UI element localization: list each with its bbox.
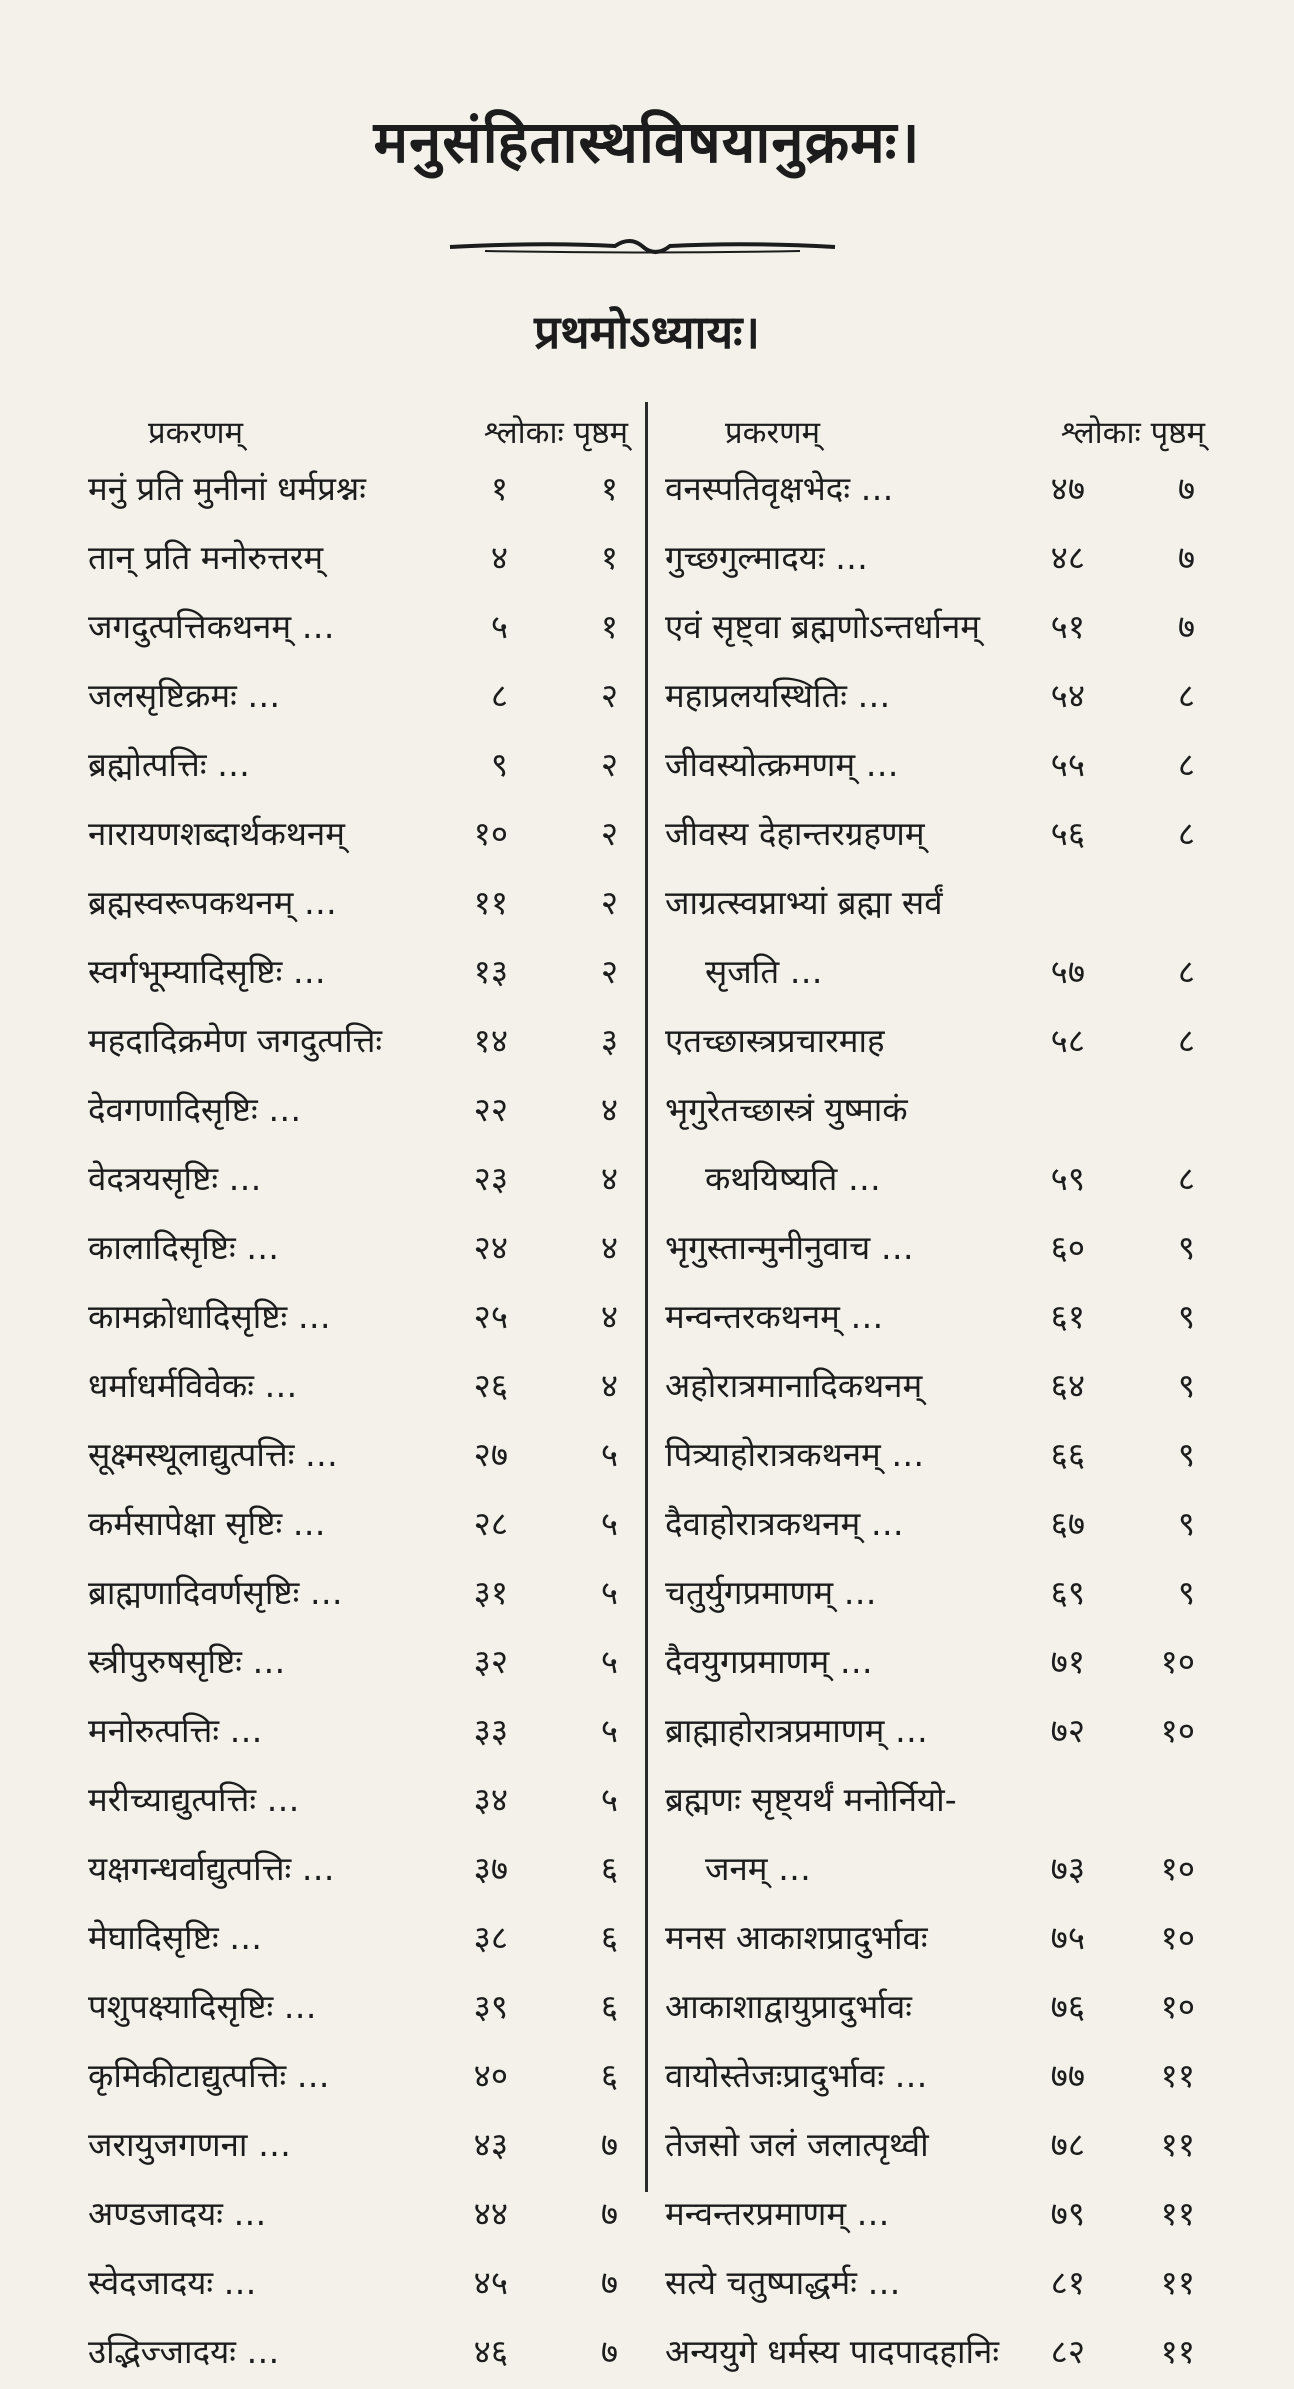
entry-page-number: ५ bbox=[600, 1573, 618, 1612]
entry-page-number: १ bbox=[600, 469, 618, 508]
entry-page-number: १ bbox=[600, 607, 618, 646]
entry-sloka-number: ४६ bbox=[473, 2332, 508, 2371]
entry-page-number: ४ bbox=[600, 1090, 618, 1129]
toc-entry bbox=[88, 664, 628, 733]
entry-topic: धर्माधर्मविवेकः … bbox=[88, 1366, 298, 1405]
entry-sloka-number: ७९ bbox=[1050, 2194, 1085, 2233]
toc-entry bbox=[88, 733, 628, 802]
entry-page-number: २ bbox=[600, 676, 618, 715]
entry-topic: एतच्छास्त्रप्रचारमाह bbox=[665, 1021, 885, 1060]
entry-page-number: ११ bbox=[1160, 2263, 1195, 2302]
entry-sloka-number: ३९ bbox=[473, 1987, 508, 2026]
entry-page-number: ८ bbox=[1177, 814, 1195, 853]
entry-sloka-number: ५७ bbox=[1050, 952, 1085, 991]
toc-entry bbox=[665, 2251, 1205, 2320]
entry-sloka-number: १३ bbox=[473, 952, 508, 991]
toc-entry bbox=[88, 1837, 628, 1906]
entry-page-number: ५ bbox=[600, 1504, 618, 1543]
entry-sloka-number: २५ bbox=[473, 1297, 508, 1336]
toc-entry bbox=[665, 1492, 1205, 1561]
entry-page-number: ७ bbox=[1177, 607, 1195, 646]
sloka-page-header: श्लोकाः पृष्ठम् bbox=[1060, 415, 1205, 451]
toc-entry bbox=[665, 1423, 1205, 1492]
entry-sloka-number: ६४ bbox=[1050, 1366, 1085, 1405]
toc-entry bbox=[665, 457, 1205, 526]
toc-entry bbox=[88, 1216, 628, 1285]
entry-sloka-number: ८२ bbox=[1050, 2332, 1085, 2371]
toc-entry bbox=[665, 1906, 1205, 1975]
entry-topic-continued: कथयिष्यति … bbox=[705, 1159, 881, 1198]
entry-topic: चतुर्युगप्रमाणम् … bbox=[665, 1573, 877, 1612]
entry-topic: मेघादिसृष्टिः … bbox=[88, 1918, 263, 1957]
entry-page-number: ११ bbox=[1160, 2332, 1195, 2371]
toc-entry bbox=[665, 1354, 1205, 1423]
entry-sloka-number: २२ bbox=[473, 1090, 508, 1129]
entry-topic: जलसृष्टिक्रमः … bbox=[88, 676, 281, 715]
entry-sloka-number: ६० bbox=[1050, 1228, 1085, 1267]
entry-page-number: ६ bbox=[600, 1849, 618, 1888]
toc-entry bbox=[665, 1699, 1205, 1768]
entry-page-number: ४ bbox=[600, 1159, 618, 1198]
entry-sloka-number: ८ bbox=[490, 676, 508, 715]
entry-page-number: ९ bbox=[1177, 1504, 1195, 1543]
entry-page-number: ६ bbox=[600, 2056, 618, 2095]
entry-page-number: ११ bbox=[1160, 2194, 1195, 2233]
entry-topic: तेजसो जलं जलात्पृथ्वी bbox=[665, 2125, 929, 2164]
entry-page-number: २ bbox=[600, 814, 618, 853]
entry-sloka-number: ५१ bbox=[1050, 607, 1085, 646]
right-column bbox=[665, 405, 1205, 2389]
ornament-divider-icon bbox=[445, 232, 840, 262]
toc-entry bbox=[88, 2251, 628, 2320]
entry-sloka-number: ७१ bbox=[1050, 1642, 1085, 1681]
toc-entry bbox=[665, 2044, 1205, 2113]
entry-page-number: १० bbox=[1160, 1642, 1195, 1681]
toc-entry bbox=[665, 664, 1205, 733]
entry-topic: पित्र्याहोरात्रकथनम् … bbox=[665, 1435, 925, 1474]
right-column-header bbox=[665, 405, 1205, 457]
entry-page-number: ५ bbox=[600, 1642, 618, 1681]
toc-entry bbox=[88, 940, 628, 1009]
toc-entry bbox=[665, 2113, 1205, 2182]
entry-sloka-number: ३१ bbox=[473, 1573, 508, 1612]
toc-entry bbox=[88, 526, 628, 595]
entry-topic: सूक्ष्मस्थूलाद्युत्पत्तिः … bbox=[88, 1435, 338, 1474]
entry-page-number: ५ bbox=[600, 1780, 618, 1819]
entry-sloka-number: ७७ bbox=[1050, 2056, 1085, 2095]
entry-page-number: ३ bbox=[600, 1021, 618, 1060]
entry-sloka-number: ४ bbox=[490, 538, 508, 577]
entry-page-number: १० bbox=[1160, 1987, 1195, 2026]
entry-topic-continued: सृजति … bbox=[705, 952, 823, 991]
entry-topic: उद्भिज्जादयः … bbox=[88, 2332, 280, 2371]
entry-page-number: ७ bbox=[1177, 538, 1195, 577]
entry-page-number: ९ bbox=[1177, 1435, 1195, 1474]
entry-sloka-number: २४ bbox=[473, 1228, 508, 1267]
toc-entry bbox=[88, 802, 628, 871]
entry-sloka-number: ३७ bbox=[473, 1849, 508, 1888]
entry-sloka-number: ६६ bbox=[1050, 1435, 1085, 1474]
entry-topic: ब्राह्माहोरात्रप्रमाणम् … bbox=[665, 1711, 928, 1750]
entry-sloka-number: ४३ bbox=[473, 2125, 508, 2164]
entry-page-number: ७ bbox=[600, 2332, 618, 2371]
toc-entry bbox=[665, 1975, 1205, 2044]
entry-sloka-number: ९ bbox=[490, 745, 508, 784]
entry-topic: मन्वन्तरकथनम् … bbox=[665, 1297, 884, 1336]
entry-topic: अन्ययुगे धर्मस्य पादपादहानिः bbox=[665, 2332, 1000, 2371]
toc-entry bbox=[88, 1354, 628, 1423]
entry-page-number: १० bbox=[1160, 1918, 1195, 1957]
entry-topic: कामक्रोधादिसृष्टिः … bbox=[88, 1297, 331, 1336]
entry-topic: वायोस्तेजःप्रादुर्भावः … bbox=[665, 2056, 928, 2095]
entry-page-number: २ bbox=[600, 883, 618, 922]
entry-sloka-number: ३२ bbox=[473, 1642, 508, 1681]
toc-entry bbox=[665, 802, 1205, 871]
entry-topic: तान् प्रति मनोरुत्तरम् bbox=[88, 538, 324, 577]
toc-entry bbox=[88, 1699, 628, 1768]
entry-page-number: ७ bbox=[600, 2194, 618, 2233]
entry-topic: नारायणशब्दार्थकथनम् bbox=[88, 814, 345, 853]
entry-topic: अण्डजादयः … bbox=[88, 2194, 267, 2233]
entry-sloka-number: ५४ bbox=[1050, 676, 1085, 715]
toc-entry bbox=[88, 2182, 628, 2251]
topic-header: प्रकरणम् bbox=[148, 415, 244, 451]
toc-entry bbox=[665, 595, 1205, 664]
toc-entry bbox=[88, 1492, 628, 1561]
entry-page-number: ४ bbox=[600, 1297, 618, 1336]
left-column bbox=[88, 405, 628, 2389]
entry-topic: कृमिकीटाद्युत्पत्तिः … bbox=[88, 2056, 330, 2095]
entry-topic: गुच्छगुल्मादयः … bbox=[665, 538, 869, 577]
entry-topic: महदादिक्रमेण जगदुत्पत्तिः bbox=[88, 1021, 383, 1060]
entry-page-number: ७ bbox=[600, 2263, 618, 2302]
entry-sloka-number: १ bbox=[490, 469, 508, 508]
entry-topic: जाग्रत्स्वप्नाभ्यां ब्रह्मा सर्वं bbox=[665, 883, 943, 922]
entry-topic: मनस आकाशप्रादुर्भावः bbox=[665, 1918, 928, 1957]
entry-sloka-number: ३४ bbox=[473, 1780, 508, 1819]
toc-entry bbox=[665, 2320, 1205, 2389]
toc-entry bbox=[88, 1630, 628, 1699]
entry-sloka-number: २६ bbox=[473, 1366, 508, 1405]
entry-page-number: ६ bbox=[600, 1918, 618, 1957]
toc-entry bbox=[665, 1768, 1205, 1906]
entry-sloka-number: ३३ bbox=[473, 1711, 508, 1750]
page-title: मनुसंहितास्थविषयानुक्रमः। bbox=[373, 108, 921, 176]
entry-sloka-number: ३८ bbox=[473, 1918, 508, 1957]
entry-topic: ब्रह्मोत्पत्तिः … bbox=[88, 745, 250, 784]
entry-topic: पशुपक्ष्यादिसृष्टिः … bbox=[88, 1987, 317, 2026]
entry-page-number: ८ bbox=[1177, 745, 1195, 784]
chapter-heading: प्रथमोऽध्यायः। bbox=[534, 305, 760, 359]
entry-sloka-number: ४८ bbox=[1050, 538, 1085, 577]
entry-sloka-number: ६९ bbox=[1050, 1573, 1085, 1612]
entry-page-number: ९ bbox=[1177, 1573, 1195, 1612]
entry-sloka-number: ५९ bbox=[1050, 1159, 1085, 1198]
entry-topic: जरायुजगणना … bbox=[88, 2125, 291, 2164]
entry-sloka-number: ७६ bbox=[1050, 1987, 1085, 2026]
toc-entry bbox=[665, 2182, 1205, 2251]
entry-topic: वेदत्रयसृष्टिः … bbox=[88, 1159, 262, 1198]
toc-entry bbox=[88, 2113, 628, 2182]
toc-entry bbox=[88, 1009, 628, 1078]
entry-topic: दैवयुगप्रमाणम् … bbox=[665, 1642, 873, 1681]
entry-sloka-number: १४ bbox=[473, 1021, 508, 1060]
entry-topic: मन्वन्तरप्रमाणम् … bbox=[665, 2194, 890, 2233]
entry-topic: मनोरुत्पत्तिः … bbox=[88, 1711, 263, 1750]
entry-page-number: ८ bbox=[1177, 1159, 1195, 1198]
entry-sloka-number: ५८ bbox=[1050, 1021, 1085, 1060]
entry-sloka-number: ४० bbox=[473, 2056, 508, 2095]
toc-entry bbox=[88, 1147, 628, 1216]
entry-sloka-number: ५५ bbox=[1050, 745, 1085, 784]
entry-page-number: ११ bbox=[1160, 2125, 1195, 2164]
entry-sloka-number: २८ bbox=[473, 1504, 508, 1543]
entry-topic: ब्रह्मणः सृष्ट्यर्थं मनोर्नियो- bbox=[665, 1780, 957, 1819]
entry-topic: जीवस्योत्क्रमणम् … bbox=[665, 745, 899, 784]
toc-entry bbox=[88, 2044, 628, 2113]
toc-entry bbox=[665, 526, 1205, 595]
entry-sloka-number: ४४ bbox=[473, 2194, 508, 2233]
toc-entry bbox=[88, 1561, 628, 1630]
entry-topic: एवं सृष्ट्वा ब्रह्मणोऽन्तर्धानम् bbox=[665, 607, 981, 646]
toc-entry bbox=[88, 1768, 628, 1837]
entry-page-number: १० bbox=[1160, 1711, 1195, 1750]
entry-page-number: ८ bbox=[1177, 952, 1195, 991]
entry-page-number: ९ bbox=[1177, 1366, 1195, 1405]
entry-topic: ब्राह्मणादिवर्णसृष्टिः … bbox=[88, 1573, 343, 1612]
toc-entry bbox=[88, 2320, 628, 2389]
entry-sloka-number: ७२ bbox=[1050, 1711, 1085, 1750]
entry-page-number: ७ bbox=[1177, 469, 1195, 508]
entry-topic: मनुं प्रति मुनीनां धर्मप्रश्नः bbox=[88, 469, 366, 508]
entry-page-number: १ bbox=[600, 538, 618, 577]
entry-sloka-number: ११ bbox=[473, 883, 508, 922]
entry-sloka-number: ५ bbox=[490, 607, 508, 646]
entry-page-number: ४ bbox=[600, 1366, 618, 1405]
toc-entry bbox=[665, 1009, 1205, 1078]
toc-entry bbox=[88, 871, 628, 940]
entry-page-number: ४ bbox=[600, 1228, 618, 1267]
entry-page-number: ९ bbox=[1177, 1228, 1195, 1267]
left-column-header bbox=[88, 405, 628, 457]
entry-page-number: २ bbox=[600, 952, 618, 991]
entry-topic: स्वेदजादयः … bbox=[88, 2263, 257, 2302]
toc-entry bbox=[88, 1285, 628, 1354]
entry-sloka-number: ७३ bbox=[1050, 1849, 1085, 1888]
sloka-page-header: श्लोकाः पृष्ठम् bbox=[483, 415, 628, 451]
entry-topic: जगदुत्पत्तिकथनम् … bbox=[88, 607, 335, 646]
entry-topic: देवगणादिसृष्टिः … bbox=[88, 1090, 302, 1129]
entry-sloka-number: १० bbox=[473, 814, 508, 853]
entry-topic: कालादिसृष्टिः … bbox=[88, 1228, 280, 1267]
toc-entry bbox=[88, 595, 628, 664]
entry-topic: यक्षगन्धर्वाद्युत्पत्तिः … bbox=[88, 1849, 335, 1888]
entry-sloka-number: ४७ bbox=[1050, 469, 1085, 508]
entry-page-number: ८ bbox=[1177, 676, 1195, 715]
entry-sloka-number: ८१ bbox=[1050, 2263, 1085, 2302]
entry-page-number: ६ bbox=[600, 1987, 618, 2026]
column-divider bbox=[645, 402, 648, 2192]
entry-sloka-number: ६७ bbox=[1050, 1504, 1085, 1543]
entry-topic: अहोरात्रमानादिकथनम् bbox=[665, 1366, 923, 1405]
toc-entry bbox=[665, 1078, 1205, 1216]
entry-topic: मरीच्याद्युत्पत्तिः … bbox=[88, 1780, 300, 1819]
entry-topic: महाप्रलयस्थितिः … bbox=[665, 676, 891, 715]
entry-topic: दैवाहोरात्रकथनम् … bbox=[665, 1504, 904, 1543]
entry-page-number: १० bbox=[1160, 1849, 1195, 1888]
entry-topic: जीवस्य देहान्तरग्रहणम् bbox=[665, 814, 925, 853]
entry-topic: भृगुरेतच्छास्त्रं युष्माकं bbox=[665, 1090, 908, 1129]
entry-page-number: ५ bbox=[600, 1711, 618, 1750]
toc-entry bbox=[665, 1285, 1205, 1354]
entry-topic: वनस्पतिवृक्षभेदः … bbox=[665, 469, 894, 508]
toc-entry bbox=[665, 1216, 1205, 1285]
entry-page-number: ९ bbox=[1177, 1297, 1195, 1336]
entry-page-number: ७ bbox=[600, 2125, 618, 2164]
toc-entry bbox=[88, 1423, 628, 1492]
entry-page-number: २ bbox=[600, 745, 618, 784]
toc-entry bbox=[665, 871, 1205, 1009]
entry-sloka-number: ७८ bbox=[1050, 2125, 1085, 2164]
entry-topic: स्वर्गभूम्यादिसृष्टिः … bbox=[88, 952, 326, 991]
toc-entry bbox=[665, 733, 1205, 802]
entry-topic: भृगुस्तान्मुनीनुवाच … bbox=[665, 1228, 914, 1267]
toc-entry bbox=[88, 457, 628, 526]
entry-sloka-number: ५६ bbox=[1050, 814, 1085, 853]
entry-topic-continued: जनम् … bbox=[705, 1849, 812, 1888]
entry-topic: सत्ये चतुष्पाद्धर्मः … bbox=[665, 2263, 901, 2302]
entry-sloka-number: ४५ bbox=[473, 2263, 508, 2302]
entry-topic: ब्रह्मस्वरूपकथनम् … bbox=[88, 883, 337, 922]
entry-topic: स्त्रीपुरुषसृष्टिः … bbox=[88, 1642, 286, 1681]
entry-topic: कर्मसापेक्षा सृष्टिः … bbox=[88, 1504, 326, 1543]
toc-entry bbox=[665, 1630, 1205, 1699]
entry-sloka-number: ६१ bbox=[1050, 1297, 1085, 1336]
toc-entry bbox=[88, 1906, 628, 1975]
toc-entry bbox=[88, 1975, 628, 2044]
toc-entry bbox=[88, 1078, 628, 1147]
entry-topic: आकाशाद्वायुप्रादुर्भावः bbox=[665, 1987, 912, 2026]
entry-page-number: ५ bbox=[600, 1435, 618, 1474]
toc-entry bbox=[665, 1561, 1205, 1630]
topic-header: प्रकरणम् bbox=[725, 415, 821, 451]
entry-page-number: ११ bbox=[1160, 2056, 1195, 2095]
entry-sloka-number: २३ bbox=[473, 1159, 508, 1198]
entry-sloka-number: ७५ bbox=[1050, 1918, 1085, 1957]
entry-page-number: ८ bbox=[1177, 1021, 1195, 1060]
entry-sloka-number: २७ bbox=[473, 1435, 508, 1474]
